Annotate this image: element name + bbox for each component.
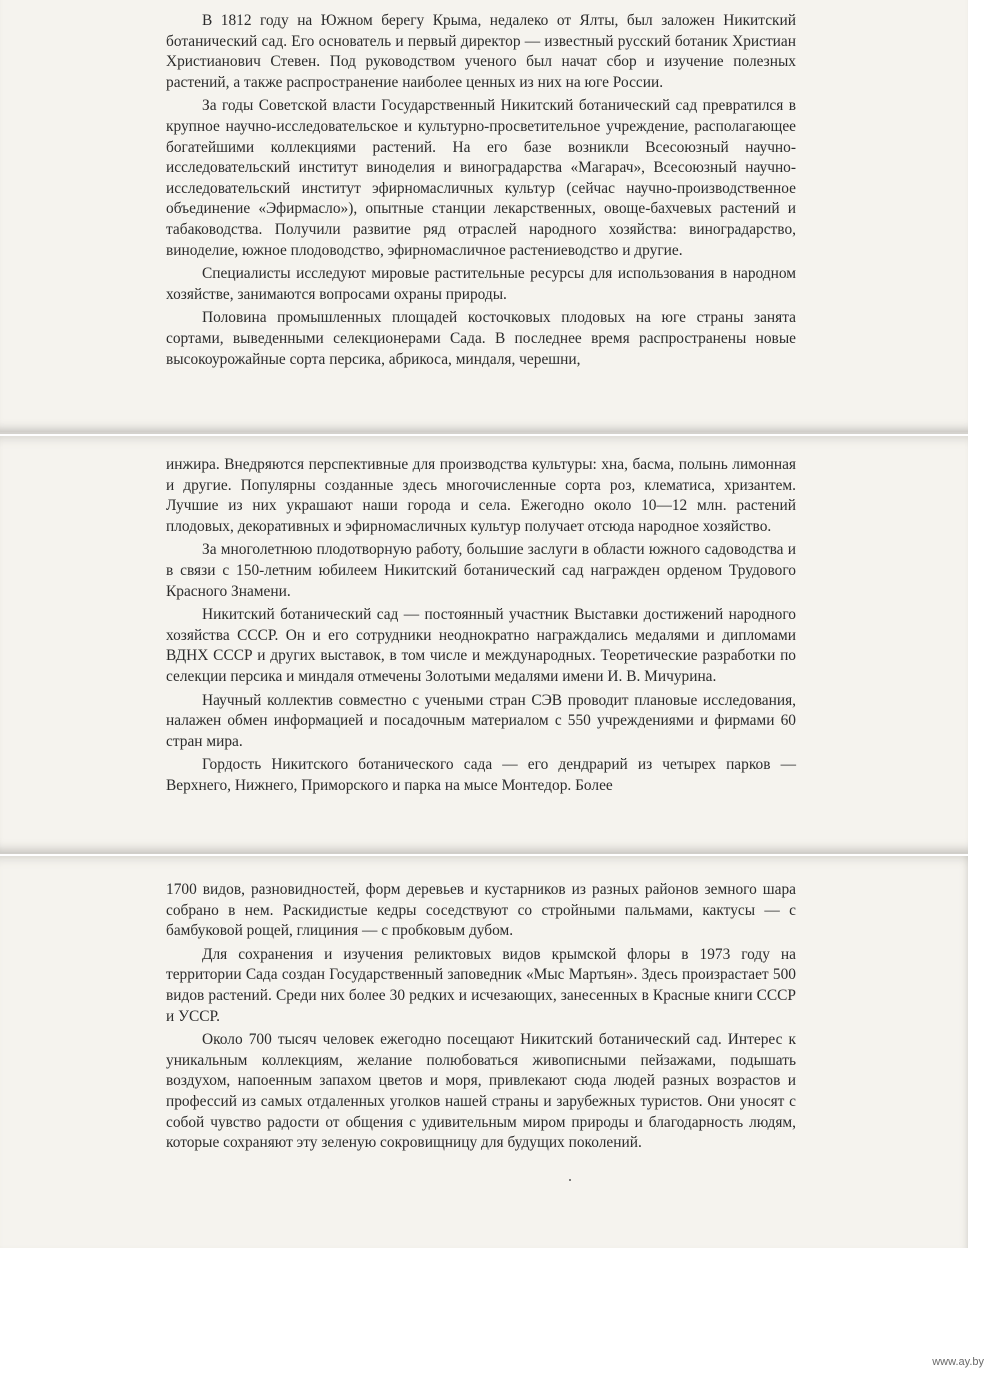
paragraph-continuation-crops: инжира. Внедряются перспективные для производства культуры: хна, басма, полынь лимонная и другие. Популярны созданные здесь многочисленные сорта роз, клематиса, хризантем. Лучшие из них украшают наши города и села. Ежегодно около 10—12 млн. растений плодовых, декоративных и эфирномасличных культур получает отсюда народное хозяйство.	[166, 456, 796, 535]
paragraph-exhibition: Никитский ботанический сад — постоянный участник Выставки достижений народного хозяйства СССР. Он и его сотрудники неоднократно награждались медалями и дипломами ВДНХ СССР и других выставок, в том числе и международных. Теоретические разработки по селекции персика и миндаля отмечены Золотыми медалями имени И. В. Мичурина.	[166, 606, 796, 685]
text-block-3	[166, 880, 796, 1154]
paragraph-specialists: Специалисты исследуют мировые растительные ресурсы для использования в народном хозяйстве, занимаются вопросами охраны природы.	[166, 265, 796, 303]
paragraph-arboretum: Гордость Никитского ботанического сада — его дендрарий из четырех парков — Верхнего, Нижнего, Приморского и парка на мысе Монтедор. Более	[166, 756, 796, 794]
paragraph-cooperation: Научный коллектив совместно с учеными стран СЭВ проводит плановые исследования, налажен обмен информацией и посадочным материалом с 550 учреждениями и фирмами 60 стран мира.	[166, 691, 796, 750]
watermark: www.ay.by	[932, 1356, 984, 1368]
paragraph-award: За многолетнюю плодотворную работу, большие заслуги в области южного садоводства и в связи с 150-летним юбилеем Никитский ботанический сад награжден орденом Трудового Красного Знамени.	[166, 541, 796, 600]
text-block-1	[166, 11, 796, 370]
paragraph-founding: В 1812 году на Южном берегу Крыма, недалеко от Ялты, был заложен Никитский ботанический сад. Его основатель и первый директор — известный русский ботаник Христиан Христианович Стевен. Под руководством ученого был начат сбор и изучение полезных растений, а также распространение наиболее ценных из них на юге России.	[166, 12, 796, 91]
ink-speck	[569, 1179, 571, 1181]
paragraph-continuation-species: 1700 видов, разновидностей, форм деревьев и кустарников из разных районов земного шара собрано в нем. Раскидистые кедры соседствуют со стройными пальмами, кактусы — с бамбуковой рощей, глициния — с пробковым дубом.	[166, 881, 796, 940]
page-panel-1	[0, 0, 968, 434]
paragraph-soviet-era: За годы Советской власти Государственный Никитский ботанический сад превратился в крупное научно-исследовательское и культурно-просветительное учреждение, располагающее богатейшими коллекциями растений. На его базе возникли Всесоюзный научно-исследовательский институт виноделия и виноградарства «Магарач», Всесоюзный научно-исследовательский институт эфирномасличных культур (сейчас научно-производственное объединение «Эфирмасло»), опытные станции лекарственных, овоще-бахчевых растений и табаководства. Получили развитие ряд отраслей народного хозяйства: виноградарство, виноделие, южное плодоводство, эфирномасличное растениеводство и другие.	[166, 97, 796, 259]
paragraph-reserve: Для сохранения и изучения реликтовых видов крымской флоры в 1973 году на территории Сада создан Государственный заповедник «Мыс Мартьян». Здесь произрастает 500 видов растений. Среди них более 30 редких и исчезающих, занесенных в Красные книги СССР и УССР.	[166, 945, 796, 1025]
page-panel-2	[0, 436, 968, 854]
paragraph-visitors: Около 700 тысяч человек ежегодно посещают Никитский ботанический сад. Интерес к уникальным коллекциям, желание полюбоваться живописными пейзажами, подышать воздухом, напоенным запахом цветов и моря, привлекают сюда людей разных возрастов и профессий из самых отдаленных уголков нашей страны и зарубежных туристов. Они уносят с собой чувство радости от общения с удивительным миром природы и благодарность людям, которые сохраняют эту зеленую сокровищницу для будущих поколений.	[166, 1031, 796, 1152]
text-block-2	[166, 455, 796, 797]
paragraph-orchards: Половина промышленных площадей косточковых плодовых на юге страны занята сортами, выведенными селекционерами Сада. В последнее время распространены новые высокоурожайные сорта персика, абрикоса, миндаля, черешни,	[166, 309, 796, 368]
page-panel-3	[0, 856, 968, 1248]
